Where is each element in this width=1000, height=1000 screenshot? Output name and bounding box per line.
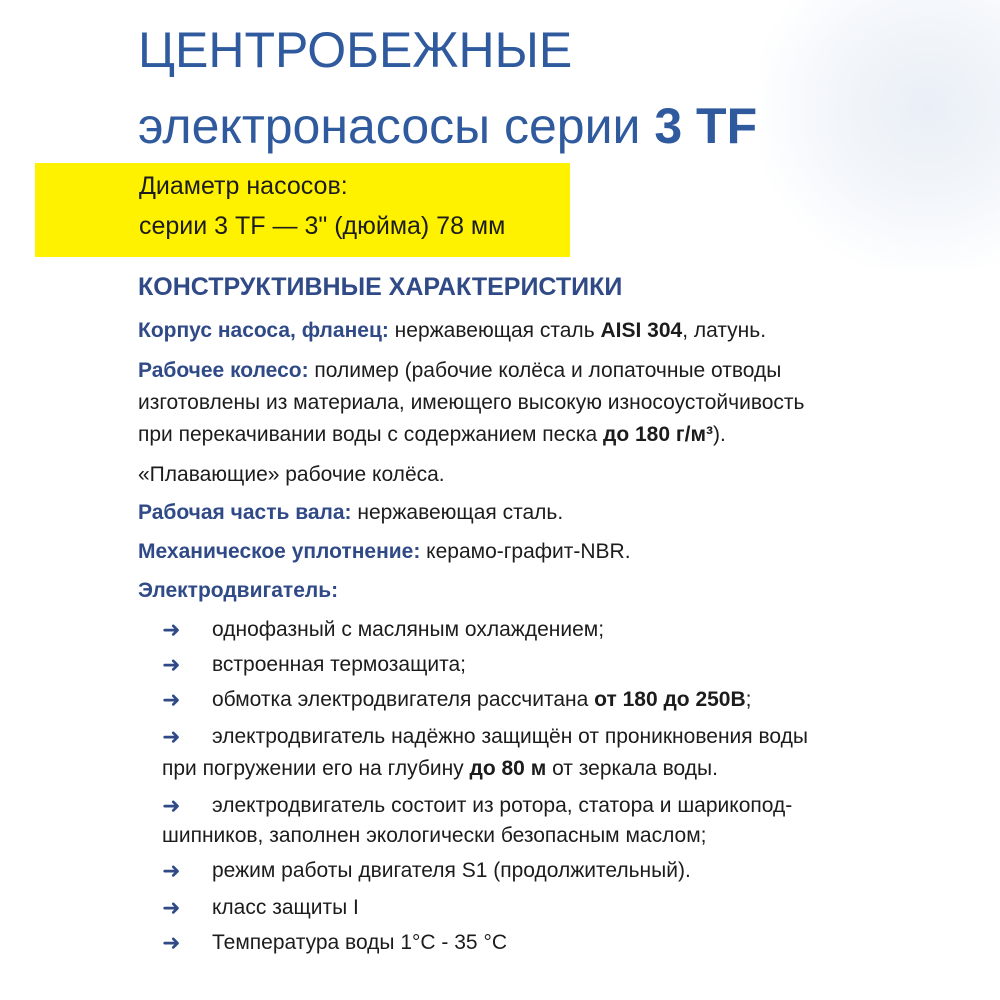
spec-impeller-sand: до 180 г/м³	[603, 423, 713, 446]
spec-shaft-text: нержавеющая сталь.	[351, 501, 564, 524]
spec-body-text-end: , латунь.	[682, 319, 767, 342]
spec-impeller-text-end: ).	[712, 423, 726, 446]
motor-bullet-7: класс защиты I	[212, 896, 359, 919]
arrow-right-icon: ➜	[162, 687, 181, 712]
spec-impeller-text-1: полимер (рабочие колёса и лопаточные отводы	[308, 359, 782, 382]
spec-shaft-label: Рабочая часть вала:	[138, 501, 352, 524]
section-heading: КОНСТРУКТИВНЫЕ ХАРАКТЕРИСТИКИ	[138, 273, 623, 301]
spec-impeller-row-1	[138, 356, 781, 386]
motor-bullet-4-line-1: электродвигатель надёжно защищён от проникновения воды	[212, 725, 808, 748]
motor-bullet-4-depth: до 80 м	[469, 757, 547, 780]
title-series: 3 TF	[654, 98, 758, 154]
spec-body-label: Корпус насоса, фланец:	[138, 319, 389, 342]
arrow-right-icon: ➜	[162, 895, 181, 920]
spec-body-row	[138, 316, 766, 346]
motor-bullet-4-end: от зеркала воды.	[546, 757, 718, 780]
motor-bullet-2: встроенная термозащита;	[212, 653, 466, 676]
page-title-line-2	[138, 96, 757, 156]
motor-bullet-8: Температура воды 1°С - 35 °С	[212, 931, 508, 954]
spec-seal-row	[138, 537, 631, 567]
arrow-right-icon: ➜	[162, 793, 181, 818]
spec-shaft-row	[138, 498, 563, 528]
title-prefix: электронасосы серии	[138, 98, 641, 154]
arrow-right-icon: ➜	[162, 930, 181, 955]
motor-bullet-4-text: при погружении его на глубину	[162, 757, 470, 780]
arrow-right-icon: ➜	[162, 652, 181, 677]
diameter-value: серии 3 TF — 3" (дюйма) 78 мм	[139, 212, 506, 240]
background-splash	[760, 0, 1000, 270]
motor-bullet-4-line-2	[162, 754, 718, 784]
motor-bullet-3-end: ;	[745, 688, 752, 711]
arrow-right-icon: ➜	[162, 617, 181, 642]
spec-body-grade: AISI 304	[600, 319, 683, 342]
motor-bullet-5-line-1: электродвигатель состоит из ротора, статора и шарикопод-	[212, 794, 793, 817]
spec-impeller-label: Рабочее колесо:	[138, 359, 309, 382]
spec-motor-label	[138, 576, 338, 606]
spec-impeller-text-3: при перекачивании воды с содержанием песка	[138, 423, 603, 446]
motor-bullet-5-line-2: шипников, заполнен экологически безопасным маслом;	[162, 824, 707, 847]
spec-seal-label: Механическое уплотнение:	[138, 540, 421, 563]
motor-bullet-3-text: обмотка электродвигателя рассчитана	[212, 688, 595, 711]
diameter-label: Диаметр насосов:	[139, 172, 348, 200]
spec-seal-text: керамо-графит-NBR.	[420, 540, 631, 563]
spec-motor-label-text: Электродвигатель:	[138, 579, 339, 602]
arrow-right-icon: ➜	[162, 858, 181, 883]
spec-floating-row: «Плавающие» рабочие колёса.	[138, 463, 445, 486]
page-title-line-1: ЦЕНТРОБЕЖНЫЕ	[138, 22, 573, 78]
spec-impeller-row-3	[138, 420, 726, 450]
spec-body-text: нержавеющая сталь	[388, 319, 601, 342]
arrow-right-icon: ➜	[162, 724, 181, 749]
spec-impeller-row-2: изготовлены из материала, имеющего высокую износоустойчивость	[138, 391, 805, 414]
motor-bullet-3	[212, 685, 752, 715]
motor-bullet-1: однофазный с масляным охлаждением;	[212, 618, 605, 641]
motor-bullet-6: режим работы двигателя S1 (продолжительный).	[212, 859, 691, 882]
motor-bullet-3-voltage: от 180 до 250В	[594, 688, 746, 711]
